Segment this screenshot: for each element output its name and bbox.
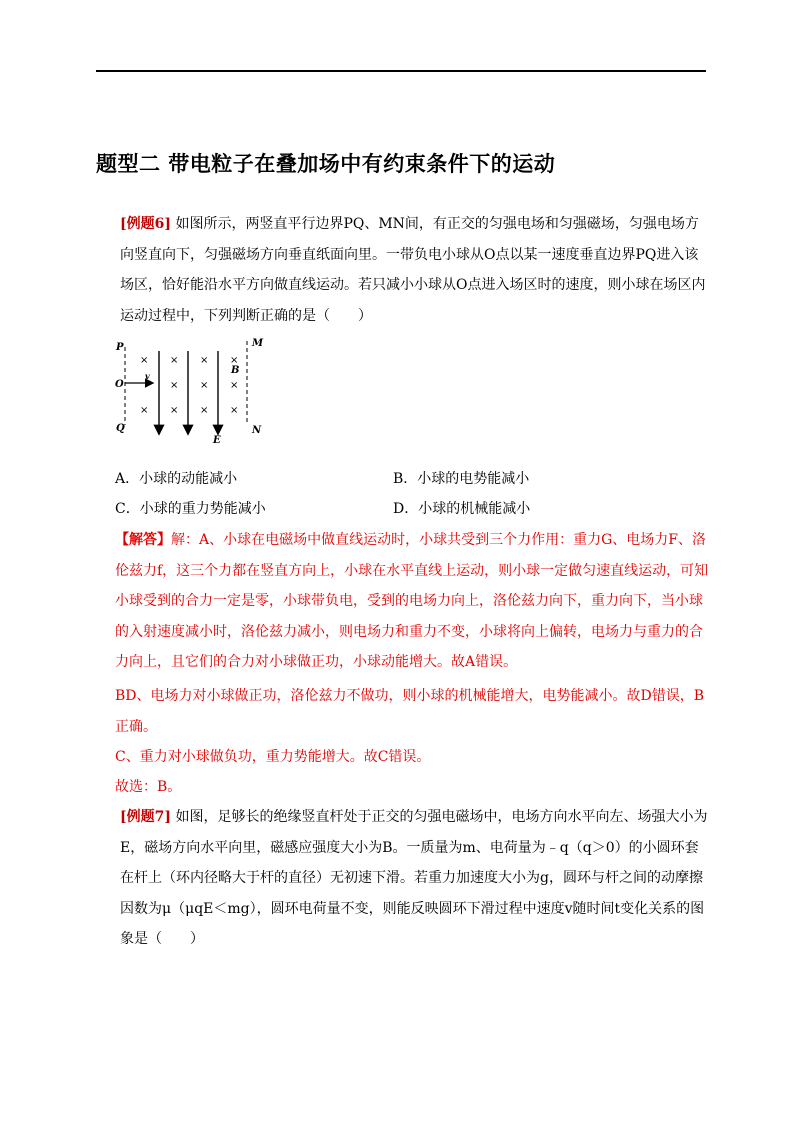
option-c: C．小球的重力势能减小 bbox=[115, 501, 266, 517]
example-7-label: [例题7] bbox=[120, 809, 171, 825]
magnetic-cross: × bbox=[140, 355, 149, 366]
answer-label: 【解答】 bbox=[115, 532, 171, 548]
answer-line-2: BD、电场力对小球做正功，洛伦兹力不做功，则小球的机械能增大，电势能减小。故D错误，B正确。 bbox=[115, 688, 705, 735]
answer-line-1: 解：A、小球在电磁场中做直线运动时，小球共受到三个力作用：重力G、电场力F、洛伦兹力f，这三个力都在竖直方向上，小球在水平直线上运动，则小球一定做匀速直线运动，可知小球受到的合力一定是零，小球带负电，受到的电场力向上，洛伦兹力向下，重力向下，当小球的入射速度减小时，洛伦兹力减小，则电场力和重力不变，小球将向上偏转，电场力与重力的合力向上，且它们的合力对小球做正功，小球动能增大。故A错误。 bbox=[115, 532, 709, 670]
example-7-question bbox=[120, 802, 708, 955]
label-q: Q bbox=[116, 423, 125, 434]
option-a: A．小球的动能减小 bbox=[115, 471, 238, 487]
magnetic-cross: × bbox=[140, 405, 149, 416]
magnetic-cross: × bbox=[170, 405, 179, 416]
magnetic-cross: × bbox=[200, 355, 209, 366]
answer-paragraph-1 bbox=[115, 525, 709, 678]
label-e: E bbox=[213, 435, 221, 446]
answer-line-3: C、重力对小球做负功，重力势能增大。故C错误。 bbox=[115, 749, 431, 765]
magnetic-cross: × bbox=[200, 380, 209, 391]
label-m: M bbox=[252, 338, 264, 349]
label-n: N bbox=[252, 425, 262, 436]
answer-line-4: 故选：B。 bbox=[115, 779, 182, 795]
label-p: P bbox=[116, 342, 124, 353]
example-6-label: [例题6] bbox=[120, 216, 171, 232]
section-title: 题型二 带电粒子在叠加场中有约束条件下的运动 bbox=[96, 152, 556, 176]
magnetic-cross: × bbox=[230, 405, 239, 416]
option-d: D．小球的机械能减小 bbox=[393, 501, 531, 517]
field-diagram bbox=[112, 333, 272, 452]
header-rule bbox=[96, 70, 706, 72]
magnetic-cross: × bbox=[200, 405, 209, 416]
magnetic-cross: × bbox=[170, 380, 179, 391]
label-b: B bbox=[231, 365, 240, 376]
option-b: B．小球的电势能减小 bbox=[393, 471, 530, 487]
label-v: v bbox=[145, 371, 150, 381]
magnetic-cross: × bbox=[170, 355, 179, 366]
field-diagram-svg bbox=[112, 333, 272, 448]
magnetic-cross: × bbox=[230, 380, 239, 391]
magnetic-cross: × bbox=[230, 355, 239, 366]
example-6-question bbox=[120, 209, 708, 331]
example-7-text: 如图，足够长的绝缘竖直杆处于正交的匀强电磁场中，电场方向水平向左、场强大小为E，磁场方向水平向里，磁感应强度大小为B。一质量为m、电荷量为﹣q（q＞0）的小圆环套在杆上（环内径略大于杆的直径）无初速下滑。若重力加速度大小为g，圆环与杆之间的动摩擦因数为μ（μqE＜mg），圆环电荷量不变，则能反映圆环下滑过程中速度v随时间t变化关系的图象是（ ） bbox=[120, 809, 708, 947]
label-o: O bbox=[115, 379, 124, 390]
example-6-text: 如图所示，两竖直平行边界PQ、MN间，有正交的匀强电场和匀强磁场，匀强电场方向竖直向下，匀强磁场方向垂直纸面向里。一带负电小球从O点以某一速度垂直边界PQ进入该场区，恰好能沿水平方向做直线运动。若只减小小球从O点进入场区时的速度，则小球在场区内运动过程中，下列判断正确的是（ ） bbox=[120, 216, 706, 324]
